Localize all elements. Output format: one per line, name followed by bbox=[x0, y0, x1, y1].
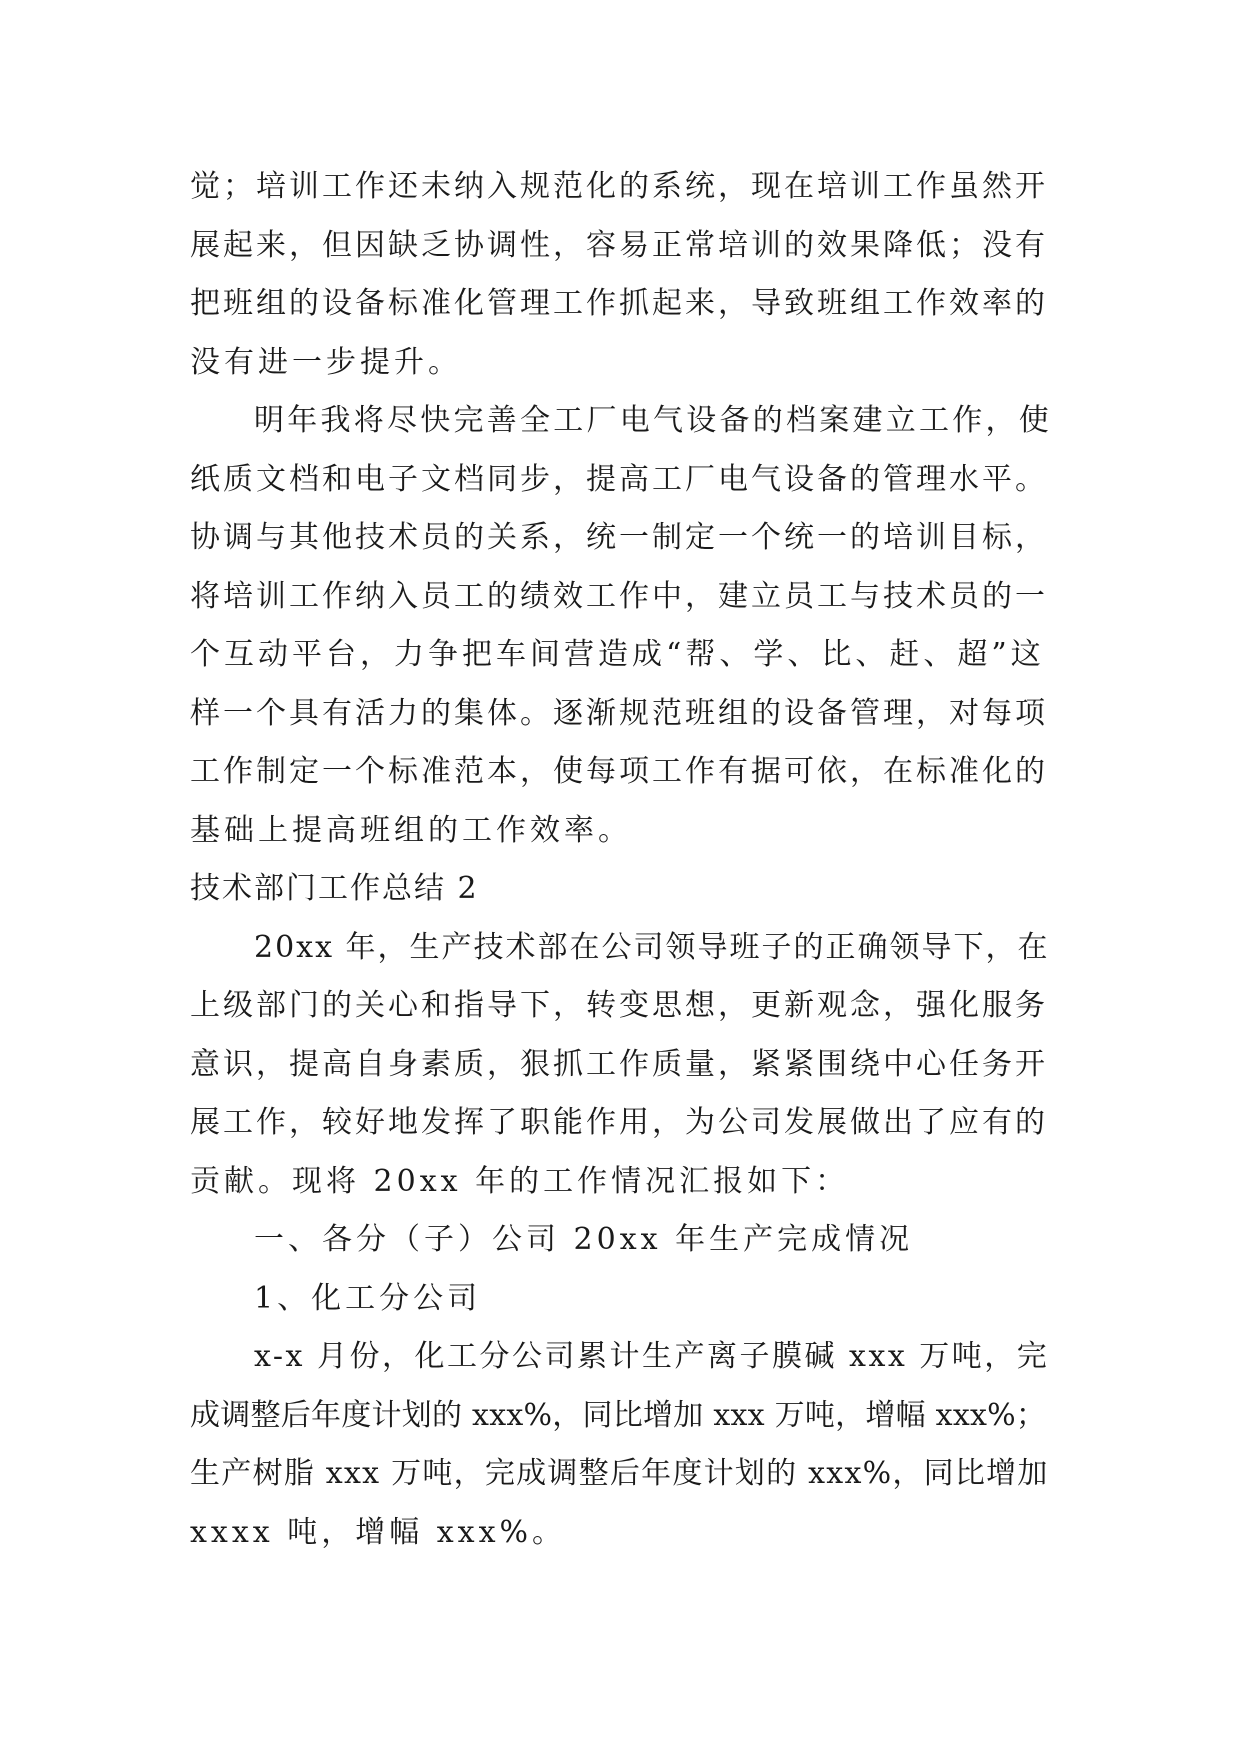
text-line: 样一个具有活力的集体。逐渐规范班组的设备管理，对每项 bbox=[190, 695, 1048, 731]
text-line: 个互动平台，力争把车间营造成“帮、学、比、赶、超”这 bbox=[190, 637, 1045, 672]
text-line: 把班组的设备标准化管理工作抓起来，导致班组工作效率的 bbox=[190, 286, 1048, 321]
subsection-heading: 一、各分（子）公司 20xx 年生产完成情况 bbox=[254, 1222, 914, 1257]
text-line: 生产树脂 xxx 万吨，完成调整后年度计划的 xxx%，同比增加 bbox=[190, 1456, 1049, 1491]
text-line: 将培训工作纳入员工的绩效工作中，建立员工与技术员的一 bbox=[190, 578, 1048, 614]
text-line: 工作制定一个标准范本，使每项工作有据可依，在标准化的 bbox=[190, 754, 1048, 789]
text-line: 没有进一步提升。 bbox=[190, 344, 462, 380]
list-item-heading: 1、化工分公司 bbox=[254, 1280, 482, 1316]
text-line: 展起来，但因缺乏协调性，容易正常培训的效果降低；没有 bbox=[190, 227, 1048, 263]
text-line: 基础上提高班组的工作效率。 bbox=[190, 812, 632, 848]
text-line: 上级部门的关心和指导下，转变思想，更新观念，强化服务 bbox=[190, 988, 1048, 1023]
text-line: 成调整后年度计划的 xxx%，同比增加 xxx 万吨，增幅 xxx%； bbox=[190, 1397, 1047, 1433]
paragraph-first-line: x-x 月份，化工分公司累计生产离子膜碱 xxx 万吨，完 bbox=[254, 1339, 1050, 1374]
text-line: xxxx 吨，增幅 xxx%。 bbox=[190, 1514, 567, 1550]
text-line: 意识，提高自身素质，狠抓工作质量，紧紧围绕中心任务开 bbox=[190, 1046, 1048, 1082]
paragraph-first-line: 明年我将尽快完善全工厂电气设备的档案建立工作，使 bbox=[254, 403, 1052, 438]
text-line: 协调与其他技术员的关系，统一制定一个统一的培训目标， bbox=[190, 520, 1048, 555]
text-line: 纸质文档和电子文档同步，提高工厂电气设备的管理水平。 bbox=[190, 461, 1048, 497]
text-line: 展工作，较好地发挥了职能作用，为公司发展做出了应有的 bbox=[190, 1105, 1048, 1140]
document-body bbox=[190, 158, 1052, 1562]
text-line: 贡献。现将 20xx 年的工作情况汇报如下： bbox=[190, 1163, 850, 1199]
section-heading: 技术部门工作总结 2 bbox=[190, 871, 479, 906]
paragraph-first-line: 20xx 年，生产技术部在公司领导班子的正确领导下，在 bbox=[254, 929, 1050, 965]
text-line: 觉；培训工作还未纳入规范化的系统，现在培训工作虽然开 bbox=[190, 169, 1048, 204]
